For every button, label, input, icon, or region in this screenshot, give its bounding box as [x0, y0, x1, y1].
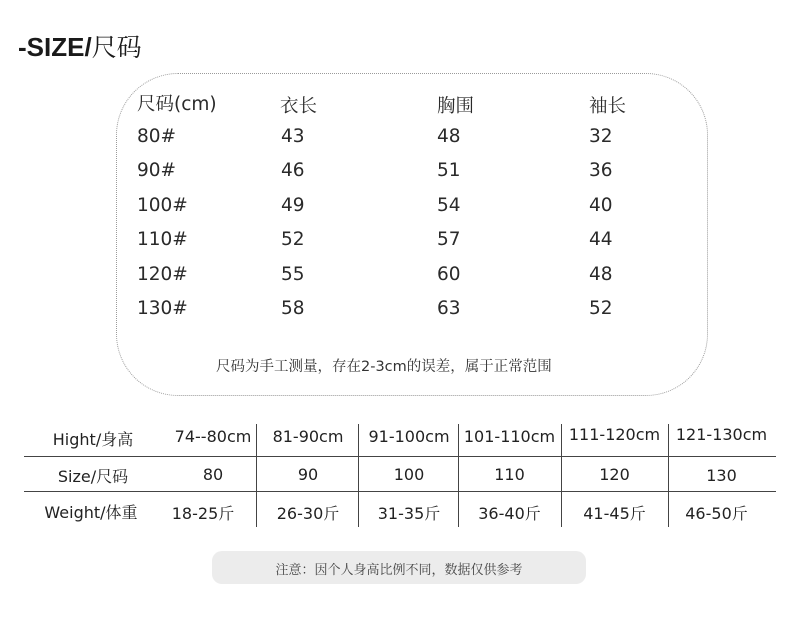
table-divider	[24, 456, 776, 457]
height-cell: 81-90cm	[272, 427, 344, 446]
table-divider	[24, 491, 776, 492]
size-table-cell: 36	[589, 160, 613, 181]
column-divider	[358, 424, 359, 527]
size-table-cell: 49	[281, 195, 305, 216]
size-table-cell: 40	[589, 195, 613, 216]
size-table-cell: 48	[437, 126, 461, 147]
size-table-cell: 46	[281, 160, 305, 181]
measurement-note: 尺码为手工测量，存在2-3cm的误差，属于正常范围	[216, 359, 552, 375]
height-cell: 91-100cm	[368, 427, 450, 446]
height-cell: 121-130cm	[675, 425, 768, 444]
size-table-cell: 48	[589, 264, 613, 285]
disclaimer-text: 注意：因个人身高比例不同，数据仅供参考	[275, 563, 523, 578]
height-cell: 111-120cm	[568, 425, 661, 444]
title-english: -SIZE/	[18, 32, 92, 62]
size-table-cell: 51	[437, 160, 461, 181]
size-table-header-length: 衣长	[280, 96, 318, 117]
weight-cell: 18-25斤	[171, 504, 235, 523]
height-cell: 101-110cm	[463, 427, 556, 446]
size-table-header-sleeve: 袖长	[589, 96, 627, 117]
size-table-cell: 57	[437, 229, 461, 250]
size-cell: 130	[706, 466, 737, 485]
size-table-cell: 63	[437, 298, 461, 319]
weight-cell: 46-50斤	[685, 504, 748, 523]
size-table-cell: 54	[437, 195, 461, 216]
column-divider	[256, 424, 257, 527]
size-table-cell: 100#	[137, 195, 188, 216]
weight-cell: 36-40斤	[478, 504, 541, 523]
size-table-header-size: 尺码(cm)	[137, 94, 217, 115]
size-table-cell: 44	[589, 229, 613, 250]
size-table-cell: 55	[281, 264, 305, 285]
weight-cell: 31-35斤	[377, 504, 441, 523]
size-table-cell: 80#	[137, 126, 177, 147]
size-table-frame	[116, 73, 708, 396]
size-table-cell: 58	[281, 298, 305, 319]
disclaimer-banner	[212, 551, 586, 584]
weight-cell: 26-30斤	[276, 504, 340, 523]
row-label-weight: Weight/体重	[44, 503, 138, 522]
size-table-cell: 43	[281, 126, 305, 147]
height-cell: 74--80cm	[174, 427, 252, 446]
size-cell: 80	[202, 465, 224, 484]
row-label-size: Size/尺码	[57, 467, 129, 486]
size-table-header-chest: 胸围	[437, 96, 475, 117]
size-table-cell: 110#	[137, 229, 188, 250]
row-label-height: Hight/身高	[52, 430, 134, 449]
size-table-cell: 130#	[137, 298, 188, 319]
weight-cell: 41-45斤	[583, 504, 646, 523]
title-chinese: 尺码	[91, 33, 142, 62]
size-cell: 110	[494, 465, 525, 484]
size-table-cell: 52	[589, 298, 613, 319]
size-table-cell: 90#	[137, 160, 177, 181]
size-table-cell: 52	[281, 229, 305, 250]
size-table-cell: 32	[589, 126, 613, 147]
size-cell: 100	[393, 465, 425, 484]
size-cell: 90	[297, 465, 319, 484]
page-title	[18, 28, 142, 64]
size-cell: 120	[599, 465, 630, 484]
size-table-cell: 120#	[137, 264, 188, 285]
size-table-cell: 60	[437, 264, 461, 285]
